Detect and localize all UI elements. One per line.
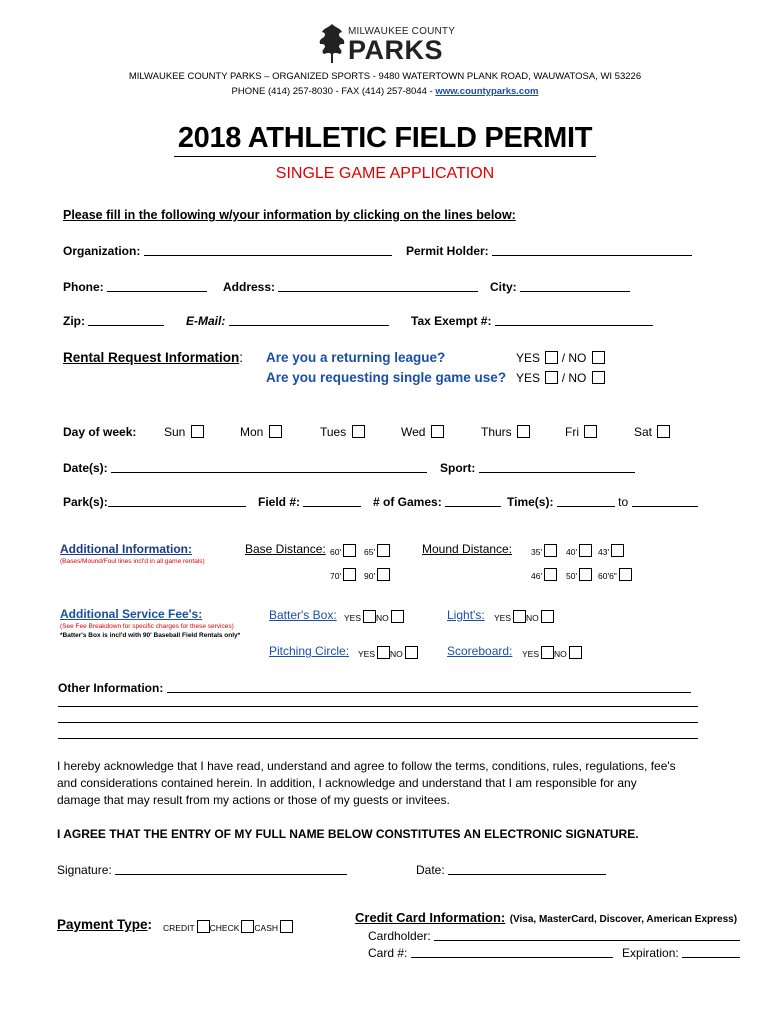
day-tues-label: Tues: [320, 425, 347, 439]
expiration-label: Expiration:: [622, 946, 679, 960]
cardholder-field[interactable]: [434, 928, 740, 941]
cardholder-label: Cardholder:: [368, 929, 431, 943]
agree-statement: I AGREE THAT THE ENTRY OF MY FULL NAME BELOW CONSTITUTES AN ELECTRONIC SIGNATURE.: [57, 827, 639, 841]
header-address: MILWAUKEE COUNTY PARKS – ORGANIZED SPORTS - 9480 WATERTOWN PLANK ROAD, WAUWATOSA, WI 53226: [128, 71, 642, 82]
address-label: Address:: [223, 280, 276, 294]
scoreboard-yes-label: YES: [522, 649, 540, 659]
mound-43-label: 43': [598, 547, 610, 557]
mound-50[interactable]: [566, 568, 592, 581]
email-row: [186, 313, 389, 328]
logo: [316, 22, 456, 66]
mound-60-6-label: 60'6": [598, 571, 617, 581]
times-label: Time(s):: [507, 495, 554, 509]
mound-46[interactable]: [531, 568, 557, 581]
sport-label: Sport:: [440, 461, 476, 475]
day-fri-label: Fri: [565, 425, 579, 439]
batters-box-note: *Batter's Box is incl'd with 90' Baseball Field Rentals only*: [60, 632, 241, 639]
scoreboard-no-checkbox[interactable]: [569, 646, 582, 659]
day-thurs-label: Thurs: [481, 425, 512, 439]
base-90[interactable]: [364, 568, 390, 581]
credit-card-types: (Visa, MasterCard, Discover, American Express): [509, 914, 738, 925]
additional-info-label: Additional Information:: [60, 542, 192, 556]
day-tues[interactable]: [320, 425, 365, 439]
returning-yes-checkbox[interactable]: [545, 351, 558, 364]
base-90-label: 90': [364, 571, 376, 581]
oak-leaf-icon: [316, 22, 348, 64]
signature-field[interactable]: [115, 862, 347, 875]
mound-46-label: 46': [531, 571, 543, 581]
header-contact: [0, 86, 770, 97]
date-label: Date:: [416, 863, 445, 877]
other-info-field-3[interactable]: [58, 722, 698, 723]
city-field[interactable]: [520, 279, 630, 292]
day-sun-label: Sun: [164, 425, 186, 439]
scoreboard-yes-checkbox[interactable]: [541, 646, 554, 659]
permit-holder-label: Permit Holder:: [406, 244, 489, 258]
mound-60-6[interactable]: [598, 568, 632, 581]
card-number-field[interactable]: [411, 945, 613, 958]
zip-label: Zip:: [63, 314, 85, 328]
mound-43[interactable]: [598, 544, 624, 557]
payment-cash-label: CASH: [254, 923, 279, 933]
credit-card-heading: [355, 909, 737, 927]
lights-no-label: NO: [526, 613, 539, 623]
dates-label: Date(s):: [63, 461, 108, 475]
address-row: [223, 279, 478, 294]
other-info-row: [58, 680, 691, 695]
scoreboard-label: Scoreboard:: [447, 644, 513, 658]
parks-label: Park(s):: [63, 495, 108, 509]
single-game-question: Are you requesting single game use?: [266, 370, 507, 385]
phone-label: Phone:: [63, 280, 104, 294]
field-number-row: [258, 494, 361, 509]
rental-request-label: Rental Request Information: [63, 350, 240, 365]
acknowledgement-line-3: damage that may result from my actions or those of my guests or invitees.: [57, 793, 450, 807]
day-sun-checkbox[interactable]: [191, 425, 204, 438]
logo-main-text: PARKS: [348, 35, 444, 65]
permit-holder-field[interactable]: [492, 243, 692, 256]
mound-40-label: 40': [566, 547, 578, 557]
parks-field[interactable]: [108, 494, 246, 507]
acknowledgement-line-1: I hereby acknowledge that I have read, understand and agree to follow the terms, conditions, rules, regulations, fee's: [57, 759, 676, 773]
service-fees-label: Additional Service Fee's:: [60, 607, 203, 621]
day-thurs-checkbox[interactable]: [517, 425, 530, 438]
batters-box-no-label: NO: [376, 613, 389, 623]
acknowledgement: [57, 758, 676, 809]
pitching-circle-no-checkbox[interactable]: [405, 646, 418, 659]
games-field[interactable]: [445, 494, 501, 507]
day-wed-checkbox[interactable]: [431, 425, 444, 438]
pitching-circle-yes-checkbox[interactable]: [377, 646, 390, 659]
times-to-label: to: [618, 495, 629, 509]
single-game-options: [516, 371, 605, 385]
base-65-label: 65': [364, 547, 376, 557]
dates-row: [63, 460, 427, 475]
signature-row: [57, 862, 347, 877]
returning-no-label: / NO: [561, 351, 587, 365]
page-title: 2018 ATHLETIC FIELD PERMIT: [177, 122, 593, 154]
parks-row: [63, 494, 246, 509]
sport-row: [440, 460, 635, 475]
day-mon[interactable]: [240, 425, 282, 439]
acknowledgement-line-2: and considerations contained herein. In addition, I acknowledge and understand that I am responsible for any: [57, 776, 637, 790]
card-number-label: Card #:: [368, 946, 408, 960]
mound-50-label: 50': [566, 571, 578, 581]
games-label: # of Games:: [373, 495, 442, 509]
additional-info-note: (Bases/Mound/Foul lines incl'd in all game rentals): [60, 558, 205, 565]
batters-box-yes-checkbox[interactable]: [363, 610, 376, 623]
batters-box-no-checkbox[interactable]: [391, 610, 404, 623]
day-sun[interactable]: [164, 425, 204, 439]
email-label: E-Mail:: [186, 314, 226, 328]
base-70-label: 70': [330, 571, 342, 581]
address-field[interactable]: [278, 279, 478, 292]
time-start-field[interactable]: [557, 494, 615, 507]
city-row: [490, 279, 630, 294]
permit-holder-row: [406, 243, 692, 258]
pitching-circle-no-label: NO: [390, 649, 403, 659]
scoreboard-no-label: NO: [554, 649, 567, 659]
lights-label: Light's:: [447, 608, 485, 622]
base-60-checkbox[interactable]: [343, 544, 356, 557]
returning-yes-label: YES: [516, 351, 541, 365]
header-phone: PHONE (414) 257-8030 - FAX (414) 257-8044 -: [231, 86, 436, 97]
card-number-row: [368, 945, 740, 960]
mound-43-checkbox[interactable]: [611, 544, 624, 557]
single-game-no-checkbox[interactable]: [592, 371, 605, 384]
base-70-checkbox[interactable]: [343, 568, 356, 581]
service-fees-note: (See Fee Breakdown for specific charges for these services): [60, 623, 234, 630]
day-wed[interactable]: [401, 425, 444, 439]
organization-label: Organization:: [63, 244, 141, 258]
zip-row: [63, 313, 164, 328]
scoreboard-options: [522, 646, 582, 659]
day-fri[interactable]: [565, 425, 597, 439]
pitching-circle-yes-label: YES: [358, 649, 376, 659]
time-end-field[interactable]: [632, 494, 698, 507]
payment-check-checkbox[interactable]: [241, 920, 254, 933]
date-row: [416, 862, 606, 877]
day-thurs[interactable]: [481, 425, 530, 439]
payment-cash-checkbox[interactable]: [280, 920, 293, 933]
pitching-circle-options: [358, 646, 418, 659]
date-field[interactable]: [448, 862, 606, 875]
batters-box-label: Batter's Box:: [269, 608, 337, 622]
returning-league-options: [516, 351, 605, 365]
rental-request-colon: :: [239, 350, 244, 365]
single-game-yes-checkbox[interactable]: [545, 371, 558, 384]
base-65[interactable]: [364, 544, 390, 557]
website-link[interactable]: www.countyparks.com: [435, 86, 539, 97]
lights-yes-label: YES: [494, 613, 512, 623]
logo-top-text: MILWAUKEE COUNTY: [348, 26, 456, 37]
credit-card-label: Credit Card Information:: [355, 910, 506, 925]
field-number-label: Field #:: [258, 495, 301, 509]
payment-credit-label: CREDIT: [163, 923, 195, 933]
mound-46-checkbox[interactable]: [544, 568, 557, 581]
returning-no-checkbox[interactable]: [592, 351, 605, 364]
base-60-label: 60': [330, 547, 342, 557]
single-game-yes-label: YES: [516, 371, 541, 385]
city-label: City:: [490, 280, 517, 294]
base-60[interactable]: [330, 544, 356, 557]
lights-options: [494, 610, 554, 623]
day-fri-checkbox[interactable]: [584, 425, 597, 438]
mound-35-label: 35': [531, 547, 543, 557]
sport-field[interactable]: [479, 460, 635, 473]
mound-distance-label: Mound Distance:: [422, 542, 513, 556]
mound-35-checkbox[interactable]: [544, 544, 557, 557]
payment-type-colon: :: [147, 917, 153, 932]
day-sat-label: Sat: [634, 425, 653, 439]
phone-field[interactable]: [107, 279, 207, 292]
mound-35[interactable]: [531, 544, 557, 557]
payment-options: [163, 920, 293, 933]
games-row: [373, 494, 501, 509]
rental-request-heading: [63, 350, 243, 365]
mound-40-checkbox[interactable]: [579, 544, 592, 557]
day-tues-checkbox[interactable]: [352, 425, 365, 438]
organization-row: [63, 243, 392, 258]
tax-exempt-label: Tax Exempt #:: [411, 314, 492, 328]
tax-exempt-field[interactable]: [495, 313, 653, 326]
day-mon-label: Mon: [240, 425, 264, 439]
base-70[interactable]: [330, 568, 356, 581]
payment-type-label: Payment Type: [57, 917, 148, 932]
other-info-field-4[interactable]: [58, 738, 698, 739]
organization-field[interactable]: [144, 243, 392, 256]
other-info-label: Other Information:: [58, 681, 164, 695]
payment-check-label: CHECK: [209, 923, 240, 933]
mound-40[interactable]: [566, 544, 592, 557]
pitching-circle-label: Pitching Circle:: [269, 644, 350, 658]
cardholder-row: [368, 928, 740, 943]
phone-row: [63, 279, 207, 294]
zip-field[interactable]: [88, 313, 164, 326]
base-distance-label: Base Distance:: [245, 542, 326, 556]
payment-type-heading: [57, 917, 152, 932]
lights-no-checkbox[interactable]: [541, 610, 554, 623]
field-number-field[interactable]: [303, 494, 361, 507]
batters-box-options: [344, 610, 404, 623]
payment-credit-checkbox[interactable]: [197, 920, 210, 933]
day-of-week-label: Day of week:: [63, 425, 137, 439]
lights-yes-checkbox[interactable]: [513, 610, 526, 623]
dates-field[interactable]: [111, 460, 427, 473]
other-info-field-1[interactable]: [167, 680, 691, 693]
expiration-field[interactable]: [682, 945, 740, 958]
base-90-checkbox[interactable]: [377, 568, 390, 581]
tax-exempt-row: [411, 313, 653, 328]
subtitle: SINGLE GAME APPLICATION: [275, 165, 495, 182]
signature-label: Signature:: [57, 863, 112, 877]
day-sat-checkbox[interactable]: [657, 425, 670, 438]
single-game-no-label: / NO: [561, 371, 587, 385]
instructions: Please fill in the following w/your information by clicking on the lines below:: [63, 208, 516, 222]
batters-box-yes-label: YES: [344, 613, 362, 623]
base-65-checkbox[interactable]: [377, 544, 390, 557]
day-wed-label: Wed: [401, 425, 426, 439]
times-row: [507, 494, 698, 509]
mound-60-6-checkbox[interactable]: [619, 568, 632, 581]
email-field[interactable]: [229, 313, 389, 326]
other-info-field-2[interactable]: [58, 706, 698, 707]
returning-league-question: Are you a returning league?: [266, 350, 446, 365]
day-sat[interactable]: [634, 425, 670, 439]
day-mon-checkbox[interactable]: [269, 425, 282, 438]
mound-50-checkbox[interactable]: [579, 568, 592, 581]
